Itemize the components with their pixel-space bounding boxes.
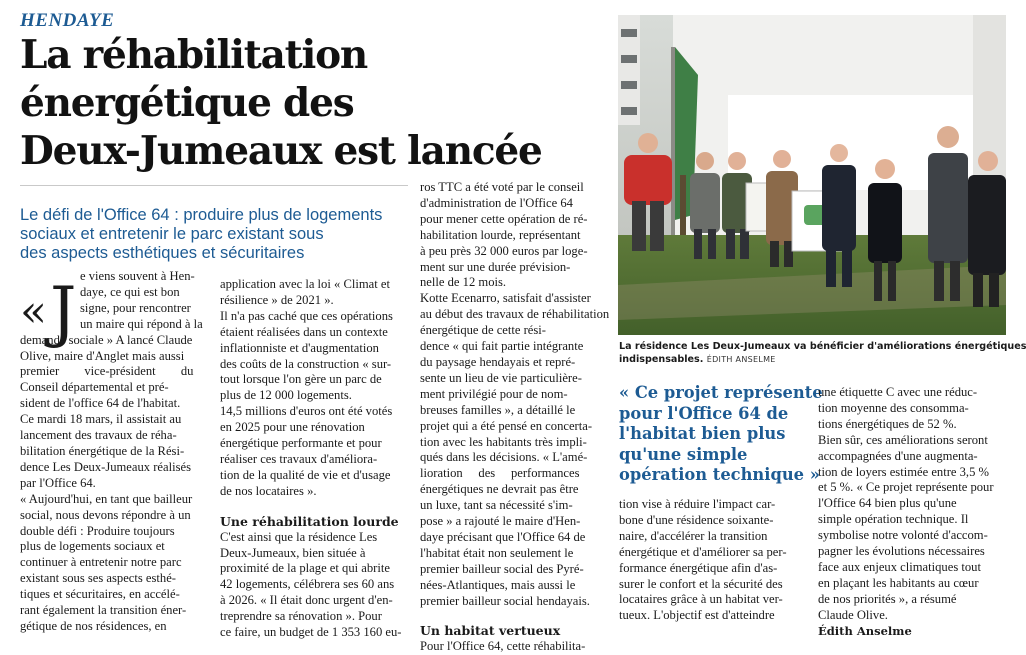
body-column-3 [420, 180, 612, 655]
body-column-1 [20, 269, 210, 635]
body-line: de nos priorités », a résumé [818, 591, 957, 606]
pull-quote-line: « Ce projet représente [619, 383, 823, 402]
body-line: « Aujourd'hui, en tant que bailleur [20, 491, 193, 506]
author-byline: Édith Anselme [818, 623, 912, 638]
body-line: plus de logements sociaux et [20, 539, 165, 554]
body-line: à 2026. « Il était donc urgent d'en- [220, 593, 393, 608]
body-line: 14,5 millions d'euros ont été votés [220, 404, 393, 419]
body-line: des coûts de la construction « sur- [220, 356, 392, 371]
subheading: Une réhabilitation lourde [220, 513, 399, 529]
drop-cap: J [50, 273, 77, 350]
body-line: social, nous devons répondre à un [20, 507, 191, 522]
headline [20, 31, 610, 175]
body-line: continuer à entretenir notre parc [20, 555, 182, 570]
caption-text: indispensables. [619, 354, 704, 365]
body-line: Ce mardi 18 mars, il assistait au [20, 412, 182, 427]
caption-line [619, 353, 1009, 366]
body-line: premier vice-président du [20, 364, 194, 379]
body-line: pour mener cette opération de ré- [420, 211, 588, 226]
body-line: ce faire, un budget de 1 353 160 eu- [220, 625, 402, 640]
body-line: nelle de 12 mois. [420, 275, 507, 290]
body-column-4 [619, 497, 809, 624]
body-line: par l'Office 64. [20, 475, 96, 490]
body-line: étaient réalisées dans un contexte [220, 324, 388, 339]
body-line: daye, ce qui est bon [80, 284, 180, 299]
standfirst-line: des aspects esthétiques et sécuritaires [20, 244, 305, 262]
body-line: symbolise notre volonté d'accom- [818, 528, 988, 543]
body-line: l'Office 64 bien plus qu'une [818, 496, 957, 511]
body-line: lancement des travaux de réha- [20, 428, 177, 443]
body-line: bilitation énergétique de la Rési- [20, 443, 185, 458]
body-line: face aux enjeux climatiques tout [818, 559, 981, 574]
body-line: dence « qui fait partie intégrante [420, 339, 584, 354]
body-line: signe, pour rencontrer [80, 300, 191, 315]
pull-quote-line: qu'une simple [619, 444, 748, 464]
body-line: existant sous ses aspects esthé- [20, 571, 176, 586]
body-line: double défi : Produire toujours [20, 523, 175, 538]
pull-quote-line: opération technique » [619, 465, 820, 485]
pull-quote-line: pour l'Office 64 de [619, 403, 789, 423]
body-line: formance énergétique afin d'as- [619, 560, 778, 575]
body-line: naire, d'accélérer la transition [619, 528, 768, 543]
drop-quote-mark: « [20, 286, 47, 337]
body-line: l'habitat était non seulement le [420, 545, 574, 560]
body-line: nées-Atlantiques, mais aussi le [420, 577, 576, 592]
body-line: ment sur une durée prévision- [420, 259, 571, 274]
article-photo [618, 15, 1006, 335]
body-line: Bien sûr, ces améliorations seront [818, 432, 988, 447]
body-line: un maire qui répond à la [80, 316, 203, 331]
body-line: locataires grâce à un habitat ver- [619, 592, 783, 607]
headline-line: énergétique des [20, 80, 354, 126]
body-line: énergétique performante et pour [220, 436, 382, 451]
caption-line: La résidence Les Deux-Jumeaux va bénéficier d'améliorations énergétiques [619, 341, 1026, 352]
photo-credit: ÉDITH ANSELME [706, 355, 776, 364]
body-line: Deux-Jumeaux, bien située à [220, 545, 366, 560]
body-line: au début des travaux de réhabilitation [420, 307, 610, 322]
body-line: en 2025 pour une rénovation [220, 420, 365, 435]
standfirst [20, 206, 420, 263]
body-line: premier bailleur social des Pyré- [420, 561, 584, 576]
body-line: et 5 %. « Ce projet représente pour [818, 480, 994, 495]
body-line: treprendre sa rénovation ». Pour [220, 609, 382, 624]
body-line: tion de loyers estimée entre 3,5 % [818, 464, 990, 479]
body-line: tiques et sécuritaires, en accélé- [20, 587, 180, 602]
body-line: pose » a rajouté le maire d'Hen- [420, 514, 581, 529]
body-line: un luxe, tant sa nécessité s'im- [420, 498, 573, 513]
body-line: inflationniste et d'augmentation [220, 340, 379, 355]
body-line: e viens souvent à Hen- [80, 269, 195, 283]
body-line: bone d'une résidence soixante- [619, 512, 774, 527]
body-line: rant également la transition éner- [20, 603, 187, 618]
body-line: une étiquette C avec une réduc- [818, 385, 978, 399]
body-line: C'est ainsi que la résidence Les [220, 529, 378, 544]
body-line: tion de la qualité de vie et d'usage [220, 467, 391, 482]
headline-line: Deux-Jumeaux est lancée [20, 128, 542, 174]
body-line: tion moyenne des consomma- [818, 400, 969, 415]
body-column-5 [818, 385, 1008, 640]
body-line: accompagnées d'une augmenta- [818, 448, 978, 463]
body-line: qués dans les décisions. « L'amé- [420, 450, 588, 465]
headline-line: La réhabilitation [20, 32, 368, 78]
body-line: réaliser ces travaux d'améliora- [220, 451, 378, 466]
body-line: Il n'a pas caché que ces opérations [220, 308, 393, 323]
body-line: Pour l'Office 64, cette réhabilita- [420, 639, 586, 654]
body-line: d'administration de l'Office 64 [420, 195, 573, 210]
body-line: habilitation lourde, représentant [420, 227, 581, 242]
body-line: premier bailleur social hendayais. [420, 593, 590, 608]
body-line: 42 logements, célébrera ses 60 ans [220, 577, 395, 592]
body-line: à peu près 32 000 euros par loge- [420, 243, 588, 258]
section-kicker: HENDAYE [20, 10, 115, 31]
pull-quote-line: l'habitat bien plus [619, 424, 786, 444]
body-line: énergétique de cette rési- [420, 323, 546, 338]
body-line: énergétique et d'améliorer sa per- [619, 544, 787, 559]
body-line: tout lorsque l'on gère un parc de [220, 372, 382, 387]
body-line: énergétiques ne devrait pas être [420, 482, 579, 497]
body-line: Claude Olive. [818, 607, 888, 622]
body-line: ment privilégié pour de nom- [420, 386, 568, 401]
subheading: Un habitat vertueux [420, 623, 561, 639]
body-line: résilience » de 2021 ». [220, 292, 334, 307]
body-line: ros TTC a été voté par le conseil [420, 180, 584, 194]
body-line: en plaçant les habitants au cœur [818, 575, 979, 590]
body-line: de nos locataires ». [220, 483, 317, 498]
body-line: projet qui a été pensé en concerta- [420, 418, 593, 433]
body-line: pagner les évolutions nécessaires [818, 544, 985, 559]
photo-caption [619, 340, 1026, 366]
body-line: surer le confort et la sécurité des [619, 576, 783, 591]
body-line: tion vise à réduire l'impact car- [619, 497, 776, 511]
body-line: tueux. L'objectif est d'atteindre [619, 608, 775, 623]
body-line: breuses familles », a détaillé le [420, 402, 576, 417]
body-line: sident de l'office 64 de l'habitat. [20, 396, 181, 411]
body-line: proximité de la plage et qui abrite [220, 561, 390, 576]
body-line: application avec la loi « Climat et [220, 277, 390, 291]
body-line: daye précisant que l'Office 64 de [420, 529, 586, 544]
body-line: dence Les Deux-Jumeaux réalisés [20, 459, 191, 474]
divider [20, 185, 408, 186]
body-line: lioration des performances [420, 466, 580, 481]
body-line: tions énergétiques de 52 %. [818, 416, 957, 431]
body-column-2 [220, 277, 412, 641]
body-line: plus de 12 000 logements. [220, 388, 352, 403]
body-line: gétique de nos résidences, en [20, 618, 167, 633]
standfirst-line: sociaux et entretenir le parc existant sous [20, 225, 324, 243]
body-line: simple opération technique. Il [818, 512, 969, 527]
body-line: du paysage hendayais et repré- [420, 354, 576, 369]
body-line: Kotte Ecenarro, satisfait d'assister [420, 291, 591, 306]
body-line: Olive, maire d'Anglet mais aussi [20, 348, 185, 363]
body-line: tion avec les habitants très impli- [420, 434, 587, 449]
photo-illustration [618, 15, 1006, 335]
body-line: Conseil départemental et pré- [20, 380, 169, 395]
pull-quote [619, 383, 823, 486]
body-line: sente un lieu de vie particulière- [420, 370, 582, 385]
body-line: demande sociale » A lancé Claude [20, 332, 193, 347]
standfirst-line: Le défi de l'Office 64 : produire plus de logements [20, 206, 383, 224]
